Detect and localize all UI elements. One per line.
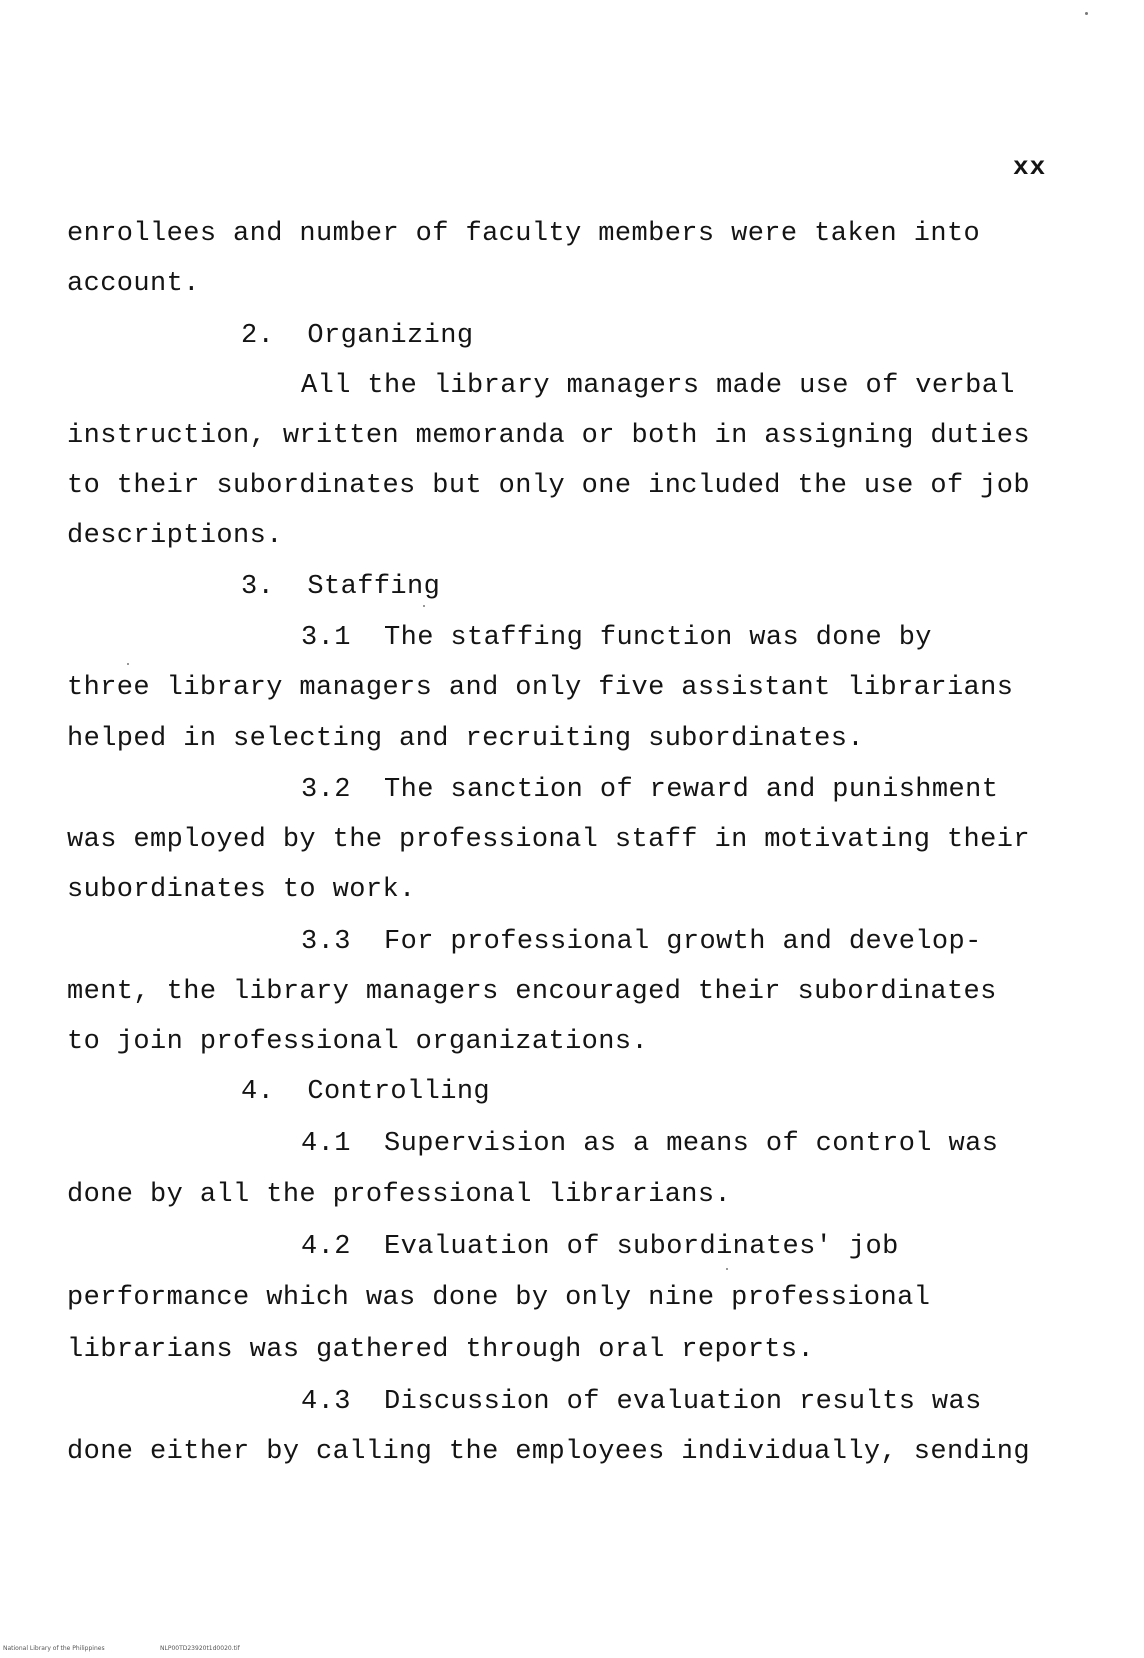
- text-line: done by all the professional librarians.: [67, 1180, 732, 1210]
- text-line: ment, the library managers encouraged their subordinates: [67, 977, 997, 1007]
- scan-speck: [726, 1268, 728, 1270]
- text-line: 4.3 Discussion of evaluation results was: [301, 1387, 982, 1417]
- footer-library: National Library of the Philippines: [3, 1645, 105, 1652]
- section-heading-controlling: 4. Controlling: [241, 1077, 491, 1107]
- text-line: performance which was done by only nine professional: [67, 1283, 931, 1313]
- text-line: was employed by the professional staff in motivating their: [67, 825, 1030, 855]
- text-line: helped in selecting and recruiting subordinates.: [67, 724, 864, 754]
- text-line: All the library managers made use of verbal: [301, 371, 1015, 401]
- scan-speck: [127, 663, 129, 665]
- text-line: account.: [67, 269, 200, 299]
- text-line: enrollees and number of faculty members were taken into: [67, 219, 981, 249]
- section-heading-staffing: 3. Staffing: [241, 572, 441, 602]
- text-line: instruction, written memoranda or both in assigning duties: [67, 421, 1030, 451]
- scan-speck: [423, 605, 425, 607]
- text-line: done either by calling the employees individually, sending: [67, 1437, 1030, 1467]
- text-line: three library managers and only five assistant librarians: [67, 673, 1014, 703]
- text-line: 3.3 For professional growth and develop-: [301, 927, 982, 957]
- text-line: 4.2 Evaluation of subordinates' job: [301, 1232, 899, 1262]
- text-line: descriptions.: [67, 521, 283, 551]
- page-number: xx: [1013, 152, 1047, 182]
- section-heading-organizing: 2. Organizing: [241, 321, 474, 351]
- scan-speck: [1085, 12, 1088, 15]
- text-line: to join professional organizations.: [67, 1027, 649, 1057]
- text-line: librarians was gathered through oral reports.: [67, 1335, 815, 1365]
- text-line: 4.1 Supervision as a means of control was: [301, 1129, 999, 1159]
- text-line: 3.1 The staffing function was done by: [301, 623, 932, 653]
- text-line: subordinates to work.: [67, 875, 416, 905]
- text-line: 3.2 The sanction of reward and punishment: [301, 775, 999, 805]
- footer-file-name: NLP00TD23920t1d0020.tif: [160, 1645, 240, 1652]
- text-line: to their subordinates but only one included the use of job: [67, 471, 1030, 501]
